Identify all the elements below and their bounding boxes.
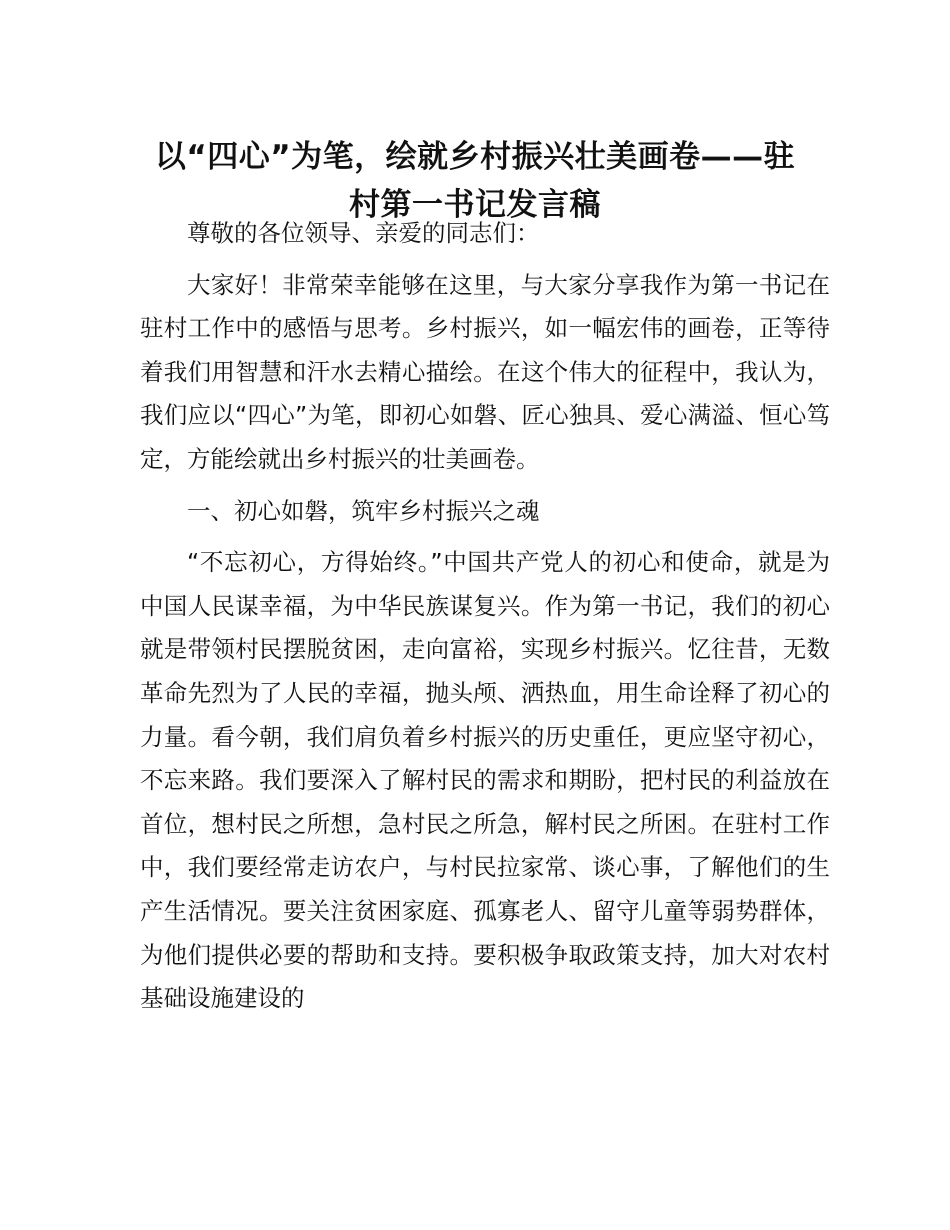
title-line-2: 村第一书记发言稿 (349, 186, 601, 223)
paragraph-section-1: “不忘初心，方得始终。”中国共产党人的初心和使命，就是为中国人民谋幸福，为中华民族谋复兴。作为第一书记，我们的初心就是带领村民摆脱贫困，走向富裕，实现乡村振兴。忆往昔，无数革命先烈为了人民的幸福，抛头颅、洒热血，用生命诠释了初心的力量。看今朝，我们肩负着乡村振兴的历史重任，更应坚守初心，不忘来路。我们要深入了解村民的需求和期盼，把村民的利益放在首位，想村民之所想，急村民之所急，解村民之所困。在驻村工作中，我们要经常走访农户，与村民拉家常、谈心事，了解他们的生产生活情况。要关注贫困家庭、孤寡老人、留守儿童等弱势群体，为他们提供必要的帮助和支持。要积极争取政策支持，加大对农村基础设施建设的 (140, 548, 830, 1013)
document-body (140, 212, 830, 1029)
salutation: 尊敬的各位领导、亲爱的同志们： (187, 219, 540, 247)
title-line-1: 以“四心”为笔，绘就乡村振兴壮美画卷——驻 (154, 138, 796, 175)
section-heading-1: 一、初心如磐，筑牢乡村振兴之魂 (187, 496, 540, 525)
paragraph-intro: 大家好！非常荣幸能够在这里，与大家分享我作为第一书记在驻村工作中的感悟与思考。乡村振兴，如一幅宏伟的画卷，正等待着我们用智慧和汗水去精心描绘。在这个伟大的征程中，我认为，我们应以“四心”为笔，即初心如磐、匠心独具、爱心满溢、恒心笃定，方能绘就出乡村振兴的壮美画卷。 (140, 270, 830, 473)
